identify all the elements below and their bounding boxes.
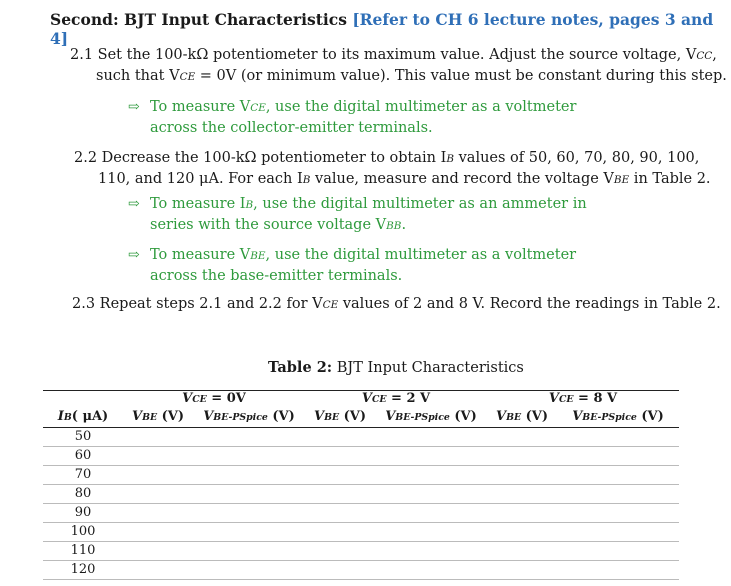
reading-cell[interactable] [193,466,305,485]
reading-cell[interactable] [305,504,375,523]
step-2-2-line2: 110, and 120 μA. For each I [98,171,303,187]
reading-cell[interactable] [487,485,557,504]
reading-cell[interactable] [305,523,375,542]
sub-ce: CE [322,299,339,311]
input-characteristics-table [43,390,679,580]
reading-cell[interactable] [557,466,679,485]
reading-cell[interactable] [123,485,193,504]
heading-reference: [Refer to CH 6 lecture notes, pages 3 and 4] [50,10,714,48]
period: . [401,217,407,233]
reading-cell[interactable] [557,542,679,561]
reading-cell[interactable] [123,542,193,561]
reading-cell[interactable] [123,504,193,523]
note-vbe-line2: across the base-emitter terminals. [150,268,403,284]
comma: , [712,47,717,63]
arrow-right-icon: ⇨ [128,247,140,263]
reading-cell[interactable] [123,466,193,485]
reading-cell[interactable] [375,504,487,523]
arrow-right-icon: ⇨ [128,196,140,212]
reading-cell[interactable] [193,523,305,542]
col-vbe: VBE (V) [305,408,375,428]
step-2-1-line2-end: = 0V (or minimum value). This value must be constant during this step. [195,68,727,84]
reading-cell[interactable] [487,523,557,542]
sub-be: BE [613,174,630,186]
step-2-2-line1-end: values of 50, 60, 70, 80, 90, 100, [454,150,700,166]
reading-cell[interactable] [557,447,679,466]
reading-cell[interactable] [193,447,305,466]
column-header-row [43,408,679,428]
reading-cell[interactable] [557,523,679,542]
note-2-2-vbe [128,245,577,286]
reading-cell[interactable] [557,561,679,580]
table-row [43,485,679,504]
reading-cell[interactable] [123,561,193,580]
table-row [43,561,679,580]
step-2-1-line1: 2.1 Set the 100-kΩ potentiometer to its maximum value. Adjust the source voltage, V [70,47,697,63]
reading-cell[interactable] [305,542,375,561]
sub-b: B [302,174,311,186]
table-row [43,428,679,447]
step-2-3-text-end: values of 2 and 8 V. Record the readings in Table 2. [338,296,721,312]
table-row [43,523,679,542]
note-2-2-ib [128,194,587,236]
reading-cell[interactable] [375,561,487,580]
reading-cell[interactable] [375,428,487,447]
table-row [43,542,679,561]
table-title [268,359,524,376]
reading-cell[interactable] [193,542,305,561]
step-2-2 [74,148,711,190]
col-vbe-pspice: VBE-PSpice (V) [375,408,487,428]
note-2-1-line2: across the collector-emitter terminals. [150,120,433,136]
step-2-1-line2: such that V [96,68,180,84]
arrow-right-icon: ⇨ [128,99,140,115]
step-2-2-line2-end: in Table 2. [629,171,711,187]
reading-cell[interactable] [305,466,375,485]
table-row [43,466,679,485]
sub-ce: CE [250,102,266,114]
step-2-3-text: 2.3 Repeat steps 2.1 and 2.2 for V [72,296,323,312]
group-vce-2: VCE = 2 V [305,391,487,409]
reading-cell[interactable] [487,542,557,561]
sub-b: B [446,153,454,165]
reading-cell[interactable] [375,523,487,542]
reading-cell[interactable] [557,504,679,523]
reading-cell[interactable] [193,561,305,580]
ib-value-cell: 100 [43,523,123,542]
reading-cell[interactable] [375,466,487,485]
vce-group-row [43,391,679,409]
ib-value-cell: 70 [43,466,123,485]
sub-be: BE [250,250,266,262]
section-heading [50,10,731,48]
sub-cc: CC [696,50,713,62]
note-vbe-line1-end: , use the digital multimeter as a voltmeter [265,247,577,263]
reading-cell[interactable] [305,561,375,580]
reading-cell[interactable] [305,447,375,466]
reading-cell[interactable] [193,485,305,504]
reading-cell[interactable] [123,447,193,466]
col-vbe-pspice: VBE-PSpice (V) [193,408,305,428]
col-vbe: VBE (V) [487,408,557,428]
step-2-2-line1: 2.2 Decrease the 100-kΩ potentiometer to obtain I [74,150,447,166]
note-ib-line1: To measure I [150,196,246,212]
reading-cell[interactable] [487,466,557,485]
table-title-label: Table 2: [268,359,333,376]
heading-text: Second: BJT Input Characteristics [50,10,353,29]
note-ib-line2: series with the source voltage V [150,217,387,233]
reading-cell[interactable] [375,485,487,504]
reading-cell[interactable] [375,447,487,466]
ib-value-cell: 80 [43,485,123,504]
reading-cell[interactable] [305,485,375,504]
note-vbe-line1: To measure V [150,247,251,263]
reading-cell[interactable] [123,428,193,447]
group-vce-0: VCE = 0V [123,391,305,409]
ib-value-cell: 110 [43,542,123,561]
group-vce-8: VCE = 8 V [487,391,679,409]
note-ib-line1-end: , use the digital multimeter as an ammeter in [253,196,587,212]
sub-ce: CE [179,71,196,83]
ib-value-cell: 90 [43,504,123,523]
reading-cell[interactable] [487,447,557,466]
reading-cell[interactable] [557,485,679,504]
table-title-text: BJT Input Characteristics [332,360,524,376]
ib-value-cell: 50 [43,428,123,447]
reading-cell[interactable] [375,542,487,561]
ib-value-cell: 120 [43,561,123,580]
note-2-1-line1: To measure V [150,99,251,115]
step-2-3 [72,294,721,315]
reading-cell[interactable] [193,428,305,447]
ib-value-cell: 60 [43,447,123,466]
col-ib: IB( μA) [43,408,123,428]
step-2-2-line2-mid: value, measure and record the voltage V [310,171,614,187]
note-2-1-line1-end: , use the digital multimeter as a voltmeter [265,99,577,115]
table-row [43,504,679,523]
reading-cell[interactable] [557,428,679,447]
table-row [43,447,679,466]
col-vbe: VBE (V) [123,408,193,428]
col-vbe-pspice: VBE-PSpice (V) [557,408,679,428]
sub-b: B [245,199,254,211]
reading-cell[interactable] [487,428,557,447]
sub-bb: BB [386,220,402,232]
reading-cell[interactable] [123,523,193,542]
step-2-1 [70,45,727,87]
note-2-1 [128,97,577,138]
reading-cell[interactable] [487,561,557,580]
reading-cell[interactable] [193,504,305,523]
reading-cell[interactable] [305,428,375,447]
reading-cell[interactable] [487,504,557,523]
